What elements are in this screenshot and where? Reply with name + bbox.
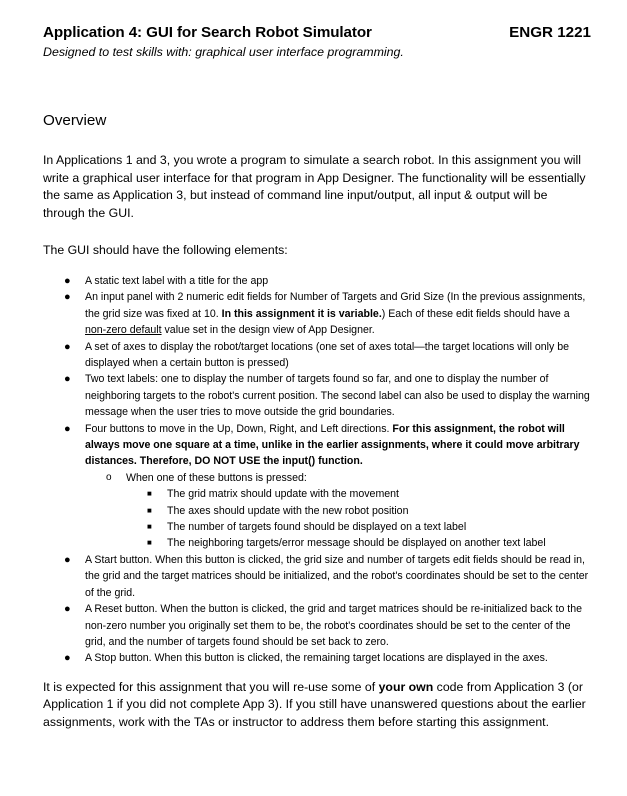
bullet-icon: ●: [64, 291, 71, 304]
list-item-move-buttons: ● Four buttons to move in the Up, Down, Right, and Left directions. For this assignment, the robot will always move one square at a time, unlike in the earlier assignments, where it could move arbitrary distances. Therefore, DO NOT USE the input() function. o When one of these buttons is pressed: ■ The grid matrix should update with the movement ■ The axes should update with the new robot position ■ The number of targets found should be displayed on a text label ■ The neighboring targets/error message should be displayed on another text label: [85, 421, 591, 552]
circle-bullet-icon: o: [106, 471, 112, 483]
gui-elements-intro: The GUI should have the following elements:: [43, 243, 288, 258]
list-item-start-button: ● A Start button. When this button is clicked, the grid size and number of targets edit fields should be read in, the grid and the target matrices should be initialized, and the robot's coordinates should be set to the center of the grid.: [64, 553, 589, 599]
bullet-icon: ●: [64, 274, 71, 287]
closing-paragraph: It is expected for this assignment that you will re-use some of your own code from Application 3 (or Application 1 if you did not complete App 3). If you still have unanswered questions about the earlier assignments, work with the TAs or instructor to address them before starting this assignment.: [43, 679, 586, 729]
square-bullet-icon: ■: [147, 489, 152, 499]
list-item: ■ The axes should update with the new robot position: [167, 503, 591, 519]
bullet-icon: ●: [64, 553, 71, 566]
list-item-stop-button: ● A Stop button. When this button is clicked, the remaining target locations are displayed in the axes.: [85, 650, 591, 666]
list-item-axes: ● A set of axes to display the robot/target locations (one set of axes total—the target locations will only be displayed when a certain button is pressed): [64, 340, 570, 369]
bullet-icon: ●: [64, 422, 71, 435]
bullet-icon: ●: [64, 603, 71, 616]
overview-intro-paragraph: In Applications 1 and 3, you wrote a program to simulate a search robot. In this assignment you will write a graphical user interface for that program in App Designer. The functionality will be essentially the same as Application 3, but instead of command line input/output, all input & output will be through the GUI.: [43, 153, 586, 220]
bullet-icon: ●: [64, 340, 71, 353]
list-item-reset-button: ● A Reset button. When the button is clicked, the grid and target matrices should be re-initialized back to the non-zero number you originally set them to be, the robot's coordinates should be set to the center of the grid, and the number of targets found should be set back to zero.: [64, 603, 583, 648]
overview-heading: Overview: [43, 112, 107, 129]
button-press-effects-list: [126, 486, 591, 552]
document-header: [43, 24, 591, 41]
square-bullet-icon: ■: [147, 538, 152, 548]
bullet-icon: ●: [64, 373, 71, 386]
list-item: ■ The number of targets found should be displayed on a text label: [167, 519, 591, 535]
gui-elements-list: [43, 273, 591, 667]
list-item: ■ The grid matrix should update with the movement: [167, 486, 591, 502]
list-item-text-labels: ● Two text labels: one to display the number of targets found so far, and one to display the number of neighboring targets to the robot's current position. The second label can also be used to display the warning message when the user tries to move outside the grid boundaries.: [64, 373, 590, 419]
sub-list-item: o When one of these buttons is pressed: ■ The grid matrix should update with the movement ■ The axes should update with the new robot position ■ The number of targets found should be displayed on a text label ■ The neighboring targets/error message should be displayed on another text label: [126, 470, 591, 552]
list-item-title-label: ● A static text label with a title for the app: [85, 273, 591, 289]
document-title: Application 4: GUI for Search Robot Simulator: [43, 24, 372, 41]
move-buttons-sublist: [85, 470, 591, 552]
list-item: ■ The neighboring targets/error message should be displayed on another text label: [167, 535, 591, 551]
square-bullet-icon: ■: [147, 522, 152, 532]
square-bullet-icon: ■: [147, 505, 152, 515]
course-code: ENGR 1221: [509, 24, 591, 41]
document-subtitle: Designed to test skills with: graphical user interface programming.: [43, 45, 404, 59]
bullet-icon: ●: [64, 652, 71, 665]
list-item-input-panel: ● An input panel with 2 numeric edit fields for Number of Targets and Grid Size (In the previous assignments, the grid size was fixed at 10. In this assignment it is variable.) Each of these edit fields should have a non-zero default value set in the design view of App Designer.: [64, 291, 586, 337]
